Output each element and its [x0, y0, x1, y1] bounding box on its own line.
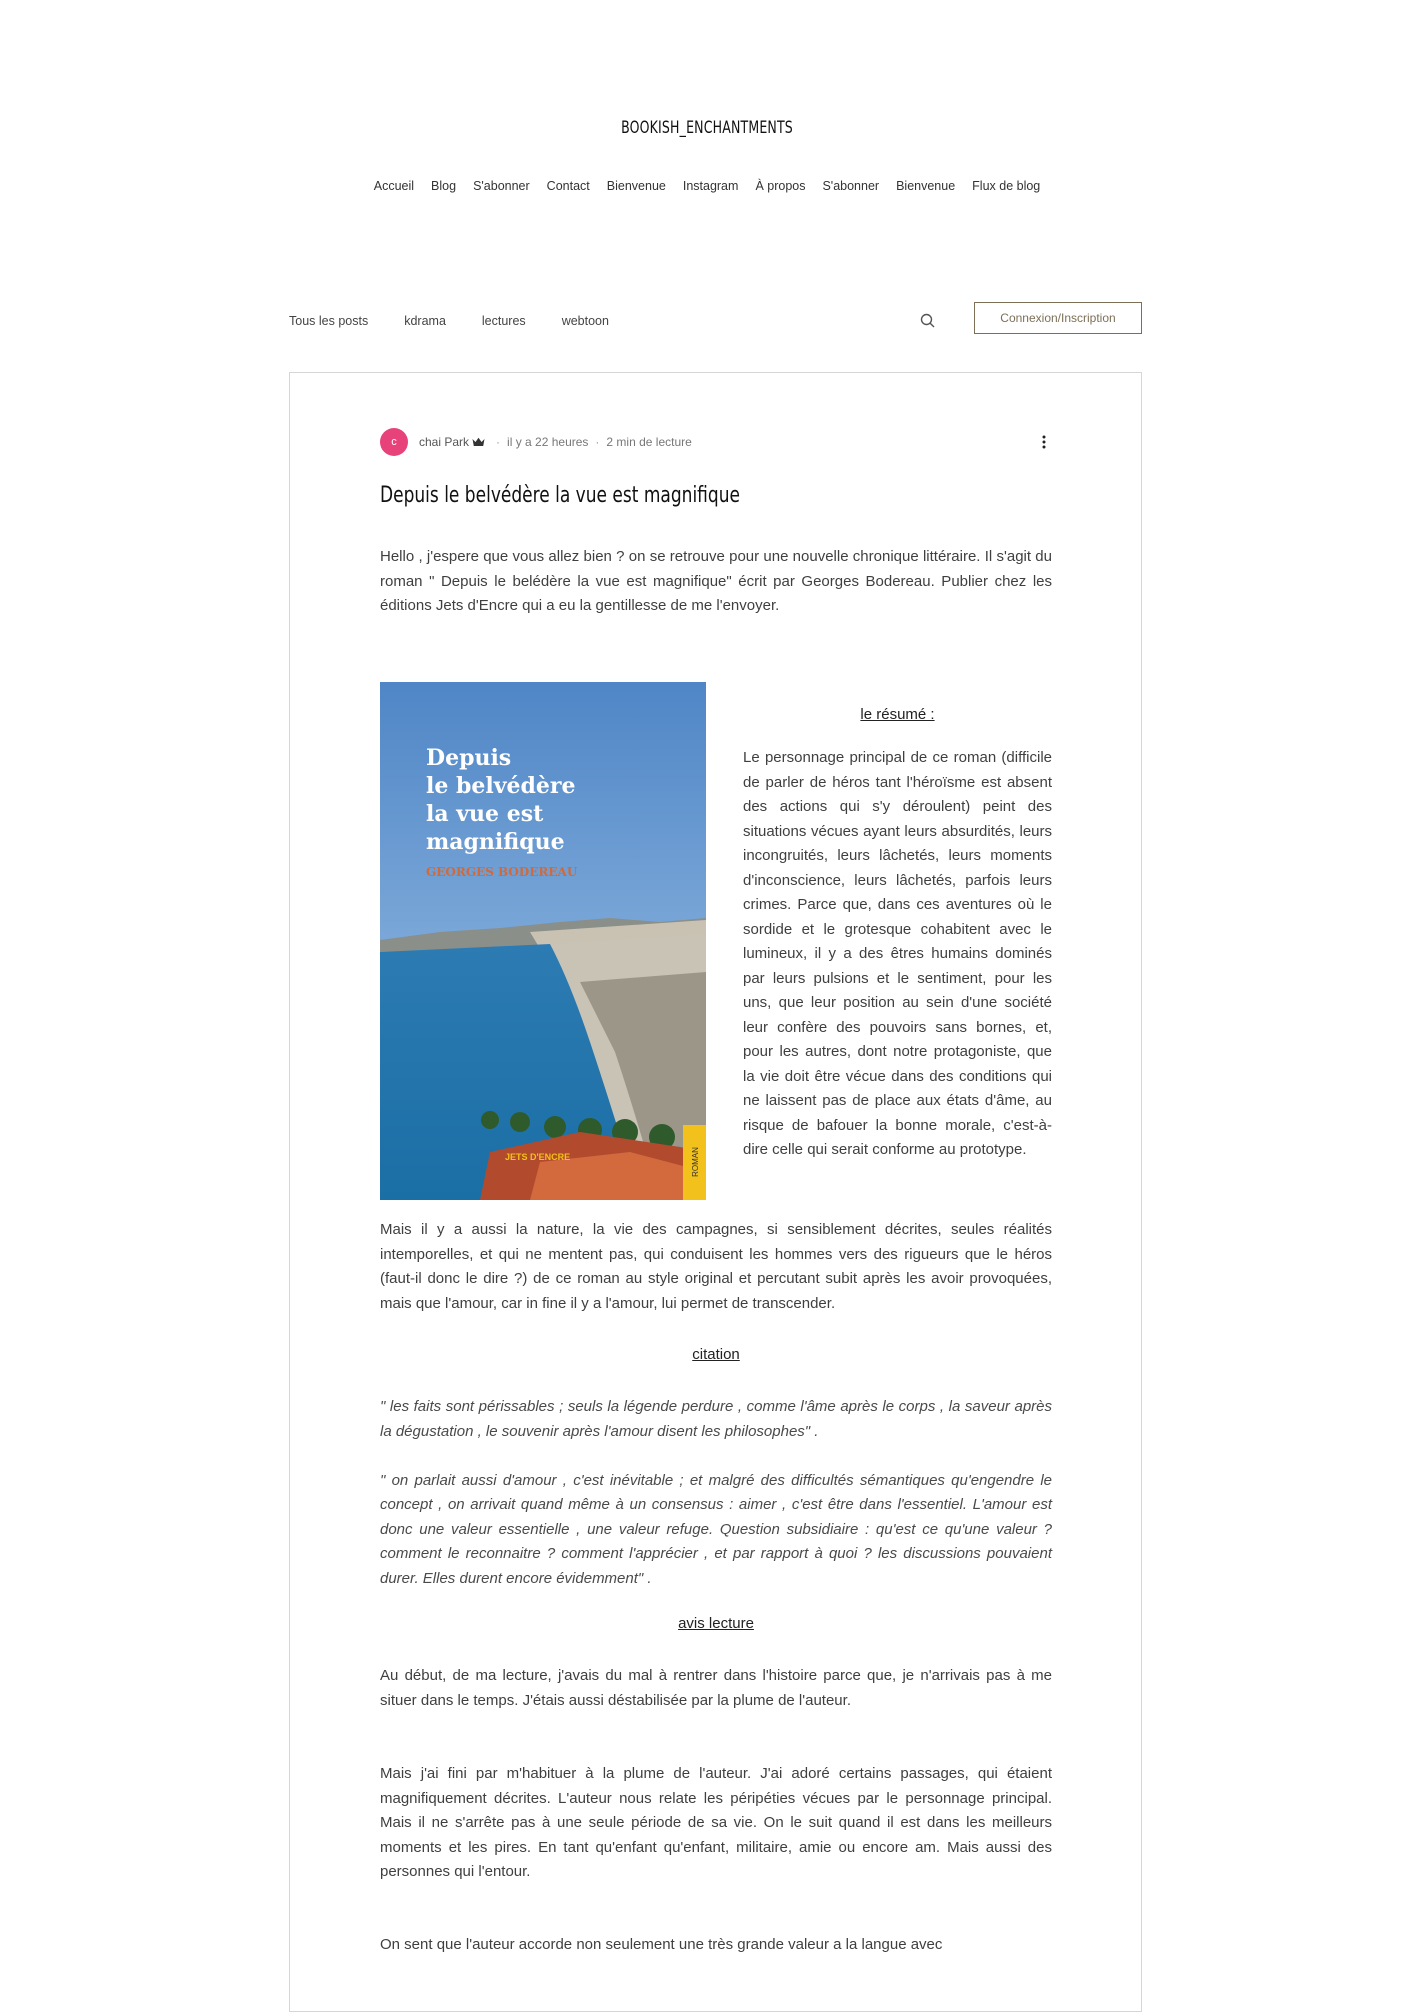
post-card: [289, 372, 1142, 2012]
resume-heading: le résumé :: [860, 706, 935, 723]
avis-heading: avis lecture: [678, 1615, 754, 1632]
nav-item-instagram[interactable]: Instagram: [682, 179, 739, 193]
avis-paragraph: Au début, de ma lecture, j'avais du mal à rentrer dans l'histoire parce que, je n'arrivais pas à me situer dans le temps. J'étais aussi déstabilisée par la plume de l'auteur.: [380, 1667, 1052, 1709]
post-intro: Hello , j'espere que vous allez bien ? on se retrouve pour une nouvelle chronique littéraire. Il s'agit du roman " Depuis le belédère la vue est magnifique" écrit par Georges Bodereau. Publier chez les éditions Jets d'Encre qui a eu la gentillesse de me l'envoyer.: [380, 548, 1052, 614]
search-icon[interactable]: [918, 311, 938, 331]
cover-title-line: la vue est: [426, 801, 544, 827]
nav-item-sabonner[interactable]: S'abonner: [473, 179, 530, 193]
avatar[interactable]: c: [380, 428, 408, 456]
cover-title-line: le belvédère: [426, 773, 576, 799]
cover-publisher: JETS D'ENCRE: [505, 1152, 571, 1162]
quote: " on parlait aussi d'amour , c'est inévitable ; et malgré des difficultés sémantiques qu'engendre le concept , on arrivait quand même à un consensus : aimer , c'est être dans l'essentiel. L'amour est donc une valeur essentielle , une valeur refuge. Question subsidiaire : qu'est ce qu'une valeur ? comment le reconnaitre ? comment l'apprécier , et par rapport à quoi ? les discussions pouvaient durer. Elles durent encore évidemment" .: [380, 1471, 1052, 1587]
nav-item-blog[interactable]: Blog: [431, 179, 457, 193]
nav-item-accueil[interactable]: Accueil: [373, 179, 415, 193]
site-title[interactable]: BOOKISH_ENCHANTMENTS: [621, 118, 793, 138]
read-time: 2 min de lecture: [606, 435, 692, 449]
post-title: Depuis le belvédère la vue est magnifique: [380, 483, 740, 508]
more-vertical-icon[interactable]: [1036, 434, 1052, 450]
cover-author: GEORGES BODEREAU: [426, 865, 578, 879]
author-name[interactable]: chai Park: [419, 435, 470, 449]
citation-quotes: [380, 1395, 1052, 1616]
category-webtoon[interactable]: webtoon: [561, 314, 609, 328]
nav-item-contact[interactable]: Contact: [546, 179, 590, 193]
resume-section: [743, 706, 1052, 1163]
meta-separator: ·: [595, 435, 600, 449]
category-lectures[interactable]: lectures: [481, 314, 526, 328]
nav-item-bienvenue-2[interactable]: Bienvenue: [896, 179, 956, 193]
resume-text: Le personnage principal de ce roman (difficile de parler de héros tant l'héroïsme est absent des actions qui s'y déroulent) peint des situations vécues ayant leurs absurdités, leurs incongruités, leurs lâchetés, leurs moments d'inconscience, leurs lâchetés, parfois leurs crimes. Parce que, dans ces aventures où le sordide et le grotesque cohabitent avec le lumineux, il y a des êtres humains dominés par leurs pulsions et le sentiment, pour les uns, que leur position au sein d'une société leur confère des pouvoirs sans bornes, et, pour les autres, dont notre protagoniste, que la vie doit être vécue dans des conditions qui ne laissent pas de place aux états d'âme, au risque de bafouer la bonne morale, c'est-à-dire celle qui serait conforme au prototype.: [743, 749, 1052, 1158]
meta-separator: ·: [496, 435, 501, 449]
resume-continuation: Mais il y a aussi la nature, la vie des campagnes, si sensiblement décrites, seules réalités intemporelles, et qui ne mentent pas, qui conduisent les hommes vers des rigueurs que le héros (faut-il donc le dire ?) de ce roman au style original et percutant subit après les avoir provoquées, mais que l'amour, car in fine il y a l'amour, lui permet de transcender.: [380, 1221, 1052, 1312]
nav-item-bienvenue[interactable]: Bienvenue: [606, 179, 666, 193]
nav-item-flux-de-blog[interactable]: Flux de blog: [972, 179, 1041, 193]
site-nav: [0, 179, 1414, 193]
citation-heading: citation: [692, 1346, 740, 1363]
cover-title-line: Depuis: [426, 745, 512, 771]
category-bar: [289, 302, 1142, 342]
avis-paragraph: Mais j'ai fini par m'habituer à la plume de l'auteur. J'ai adoré certains passages, qui étaient magnifiquement décrites. L'auteur nous relate les péripéties vécues par le personnage principal. Mais il ne s'arrête pas à une seule période de sa vie. On le suit quand il est dans les meilleurs moments et les pires. En tant qu'enfant qu'enfant, militaire, amie ou encore am. Mais aussi des personnes qui l'entour.: [380, 1765, 1052, 1880]
category-list: [289, 314, 609, 328]
cover-label: ROMAN: [691, 1147, 700, 1177]
post-meta: [380, 428, 1052, 456]
nav-item-a-propos[interactable]: À propos: [755, 179, 806, 193]
login-signup-button[interactable]: Connexion/Inscription: [974, 302, 1142, 334]
category-all-posts[interactable]: Tous les posts: [289, 314, 369, 328]
category-kdrama[interactable]: kdrama: [404, 314, 446, 328]
cover-title-line: magnifique: [426, 829, 565, 855]
quote: " les faits sont périssables ; seuls la légende perdure , comme l'âme après le corps , la saveur après la dégustation , le souvenir après l'amour disent les philosophes" .: [380, 1398, 1052, 1440]
nav-item-sabonner-2[interactable]: S'abonner: [822, 179, 880, 193]
post-time: il y a 22 heures: [507, 435, 589, 449]
book-cover-image: [380, 682, 706, 1200]
crown-icon: [472, 437, 485, 447]
avis-paragraph: On sent que l'auteur accorde non seulement une très grande valeur a la langue avec: [380, 1936, 943, 1953]
